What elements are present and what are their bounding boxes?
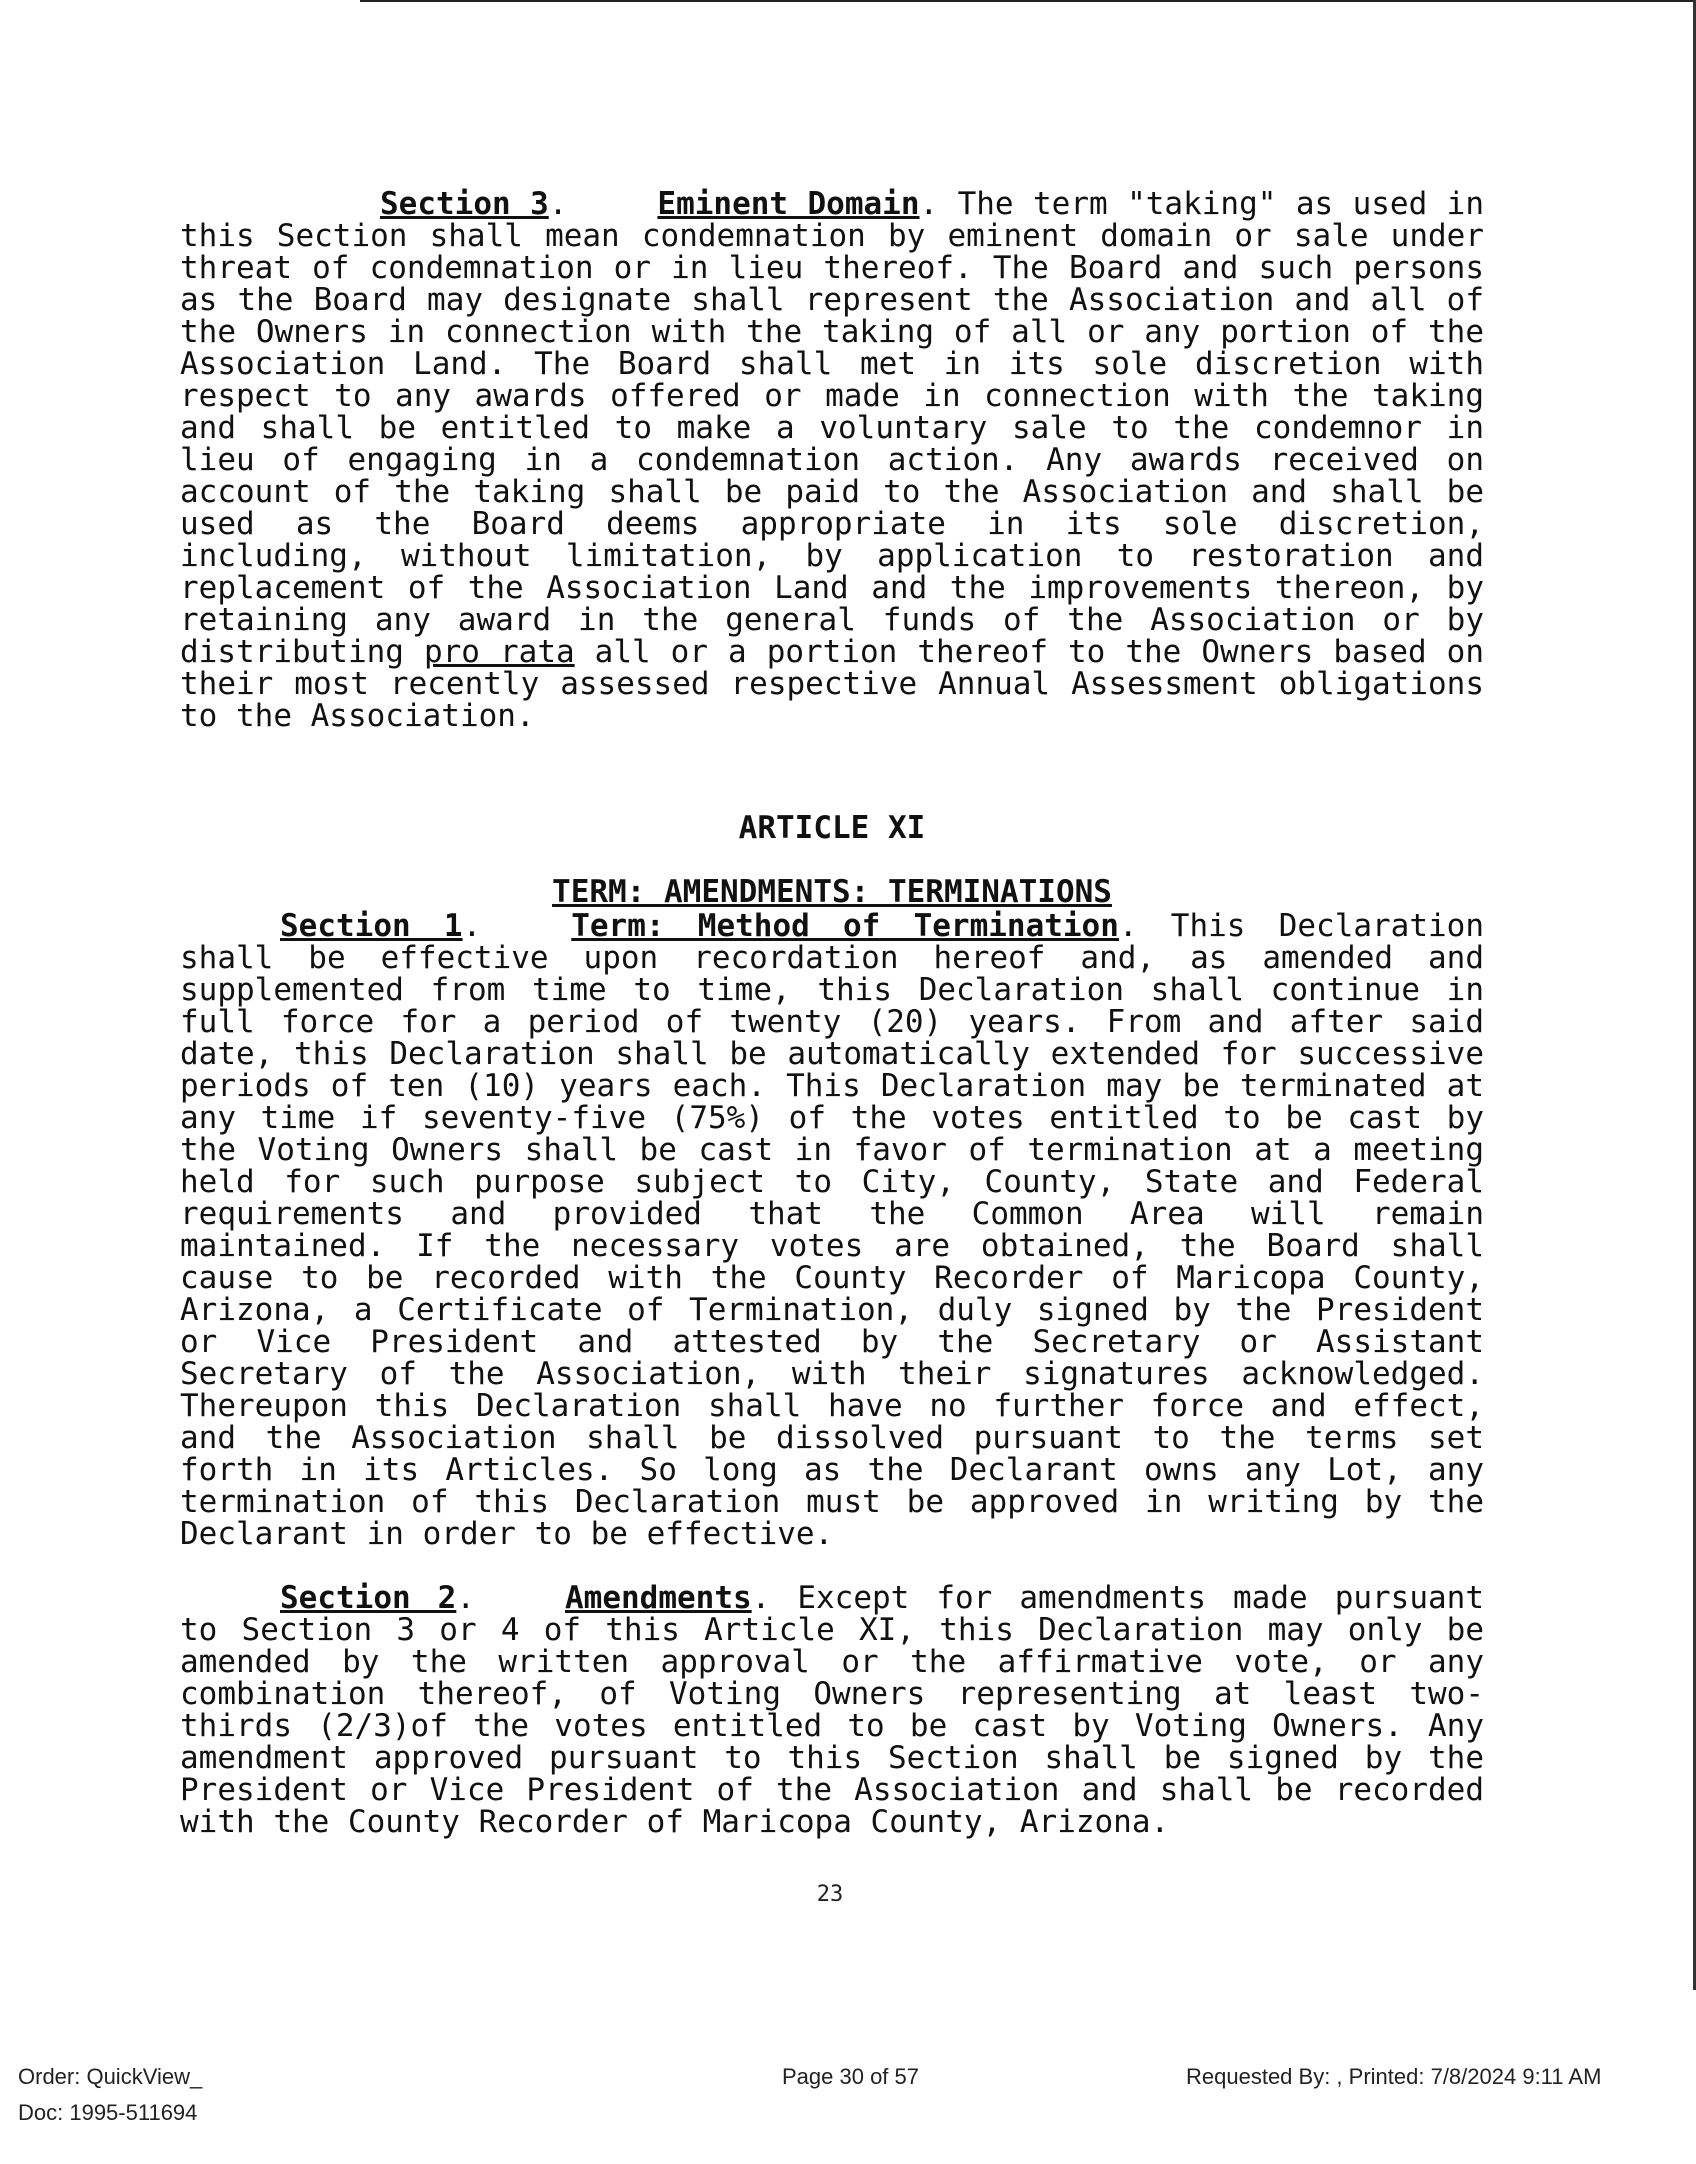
article-section-1-heading: Section 1: [280, 908, 463, 944]
footer-requested-printed: Requested By: , Printed: 7/8/2024 9:11 AM: [1186, 2064, 1602, 2089]
document-body: [180, 188, 1484, 1838]
article-section-1-title: Term: Method of Termination: [571, 908, 1119, 944]
article-number: ARTICLE XI: [738, 810, 926, 846]
article-section-2-title: Amendments: [565, 1580, 752, 1616]
footer-doc: Doc: 1995-511694: [18, 2100, 198, 2125]
article-section-1-body: This Declaration shall be effective upon recordation hereof and, as amended and supplemented from time to time, this Declaration shall continue in full force for a period of twenty (20) years. From and after said date, this Declaration shall be automatically extended for successive periods of ten (10) years each. This Declaration may be terminated at any time if seventy-five (75%) of the votes entitled to be cast by the Voting Owners shall be cast in favor of termination at a meeting held for such purpose subject to City, County, State and Federal requirements and provided that the Common Area will remain maintained. If the necessary votes are obtained, the Board shall cause to be recorded with the County Recorder of Maricopa County, Arizona, a Certificate of Termination, duly signed by the President or Vice President and attested by the Secretary or Assistant Secretary of the Association, with their signatures acknowledged. Thereupon this Declaration shall have no further force and effect, and the Association shall be dissolved pursuant to the terms set forth in its Articles. So long as the Declarant owns any Lot, any termination of this Declaration must be approved in writing by the Declarant in order to be effective.: [180, 908, 1484, 1552]
article-section-1-paragraph: Section 1. Term: Method of Termination. This Declaration shall be effective upon recordation hereof and, as amended and supplemented from time to time, this Declaration shall continue in full force for a period of twenty (20) years. From and after said date, this Declaration shall be automatically extended for successive periods of ten (10) years each. This Declaration may be terminated at any time if seventy-five (75%) of the votes entitled to be cast by the Voting Owners shall be cast in favor of termination at a meeting held for such purpose subject to City, County, State and Federal requirements and provided that the Common Area will remain maintained. If the necessary votes are obtained, the Board shall cause to be recorded with the County Recorder of Maricopa County, Arizona, a Certificate of Termination, duly signed by the President or Vice President and attested by the Secretary or Assistant Secretary of the Association, with their signatures acknowledged. Thereupon this Declaration shall have no further force and effect, and the Association shall be dissolved pursuant to the terms set forth in its Articles. So long as the Declarant owns any Lot, any termination of this Declaration must be approved in writing by the Declarant in order to be effective.: [180, 908, 1484, 1552]
page-number: 23: [816, 1882, 844, 1907]
article-title: TERM: AMENDMENTS: TERMINATIONS: [552, 874, 1112, 910]
footer-order: Order: QuickView_: [18, 2064, 203, 2089]
footer-page-count: Page 30 of 57: [782, 2064, 920, 2089]
pro-rata-term: pro rata: [423, 634, 575, 670]
section-3-body-end: all or a portion thereof to the Owners based on their most recently assessed respective Annual Assessment obligations to the Association.: [180, 634, 1484, 734]
section-3-body: The term "taking" as used in this Section shall mean condemnation by eminent domain or sale under threat of condemnation or in lieu thereof. The Board and such persons as the Board may designate shall represent the Association and all of the Owners in connection with the taking of all or any portion of the Association Land. The Board shall met in its sole discretion with respect to any awards offered or made in connection with the taking and shall be entitled to make a voluntary sale to the condemnor in lieu of engaging in a condemnation action. Any awards received on account of the taking shall be paid to the Association and shall be used as the Board deems appropriate in its sole discretion, including, without limitation, by application to restoration and replacement of the Association Land and the improvements thereon, by retaining any award in the general funds of the Association or by distributing: [180, 186, 1484, 670]
article-section-2-body: Except for amendments made pursuant to Section 3 or 4 of this Article XI, this Declaration may only be amended by the written approval or the affirmative vote, or any combination thereof, of Voting Owners representing at least two-thirds (2/3)of the votes entitled to be cast by Voting Owners. Any amendment approved pursuant to this Section shall be signed by the President or Vice President of the Association and shall be recorded with the County Recorder of Maricopa County, Arizona.: [180, 1580, 1485, 1840]
article-section-2-paragraph: Section 2. Amendments. Except for amendments made pursuant to Section 3 or 4 of this Article XI, this Declaration may only be amended by the written approval or the affirmative vote, or any combination thereof, of Voting Owners representing at least two-thirds (2/3)of the votes entitled to be cast by Voting Owners. Any amendment approved pursuant to this Section shall be signed by the President or Vice President of the Association and shall be recorded with the County Recorder of Maricopa County, Arizona.: [180, 1580, 1485, 1840]
article-section-2-heading: Section 2: [280, 1580, 457, 1616]
section-3-heading: Section 3: [380, 186, 549, 222]
section-3-paragraph: Section 3. Eminent Domain. The term "taking" as used in this Section shall mean condemnation by eminent domain or sale under threat of condemnation or in lieu thereof. The Board and such persons as the Board may designate shall represent the Association and all of the Owners in connection with the taking of all or any portion of the Association Land. The Board shall met in its sole discretion with respect to any awards offered or made in connection with the taking and shall be entitled to make a voluntary sale to the condemnor in lieu of engaging in a condemnation action. Any awards received on account of the taking shall be paid to the Association and shall be used as the Board deems appropriate in its sole discretion, including, without limitation, by application to restoration and replacement of the Association Land and the improvements thereon, by retaining any award in the general funds of the Association or by distributing pro rata all or a portion thereof to the Owners based on their most recently assessed respective Annual Assessment obligations to the Association.: [180, 186, 1484, 734]
section-3-title: Eminent Domain: [657, 186, 920, 222]
scan-top-border: [360, 0, 1696, 2]
